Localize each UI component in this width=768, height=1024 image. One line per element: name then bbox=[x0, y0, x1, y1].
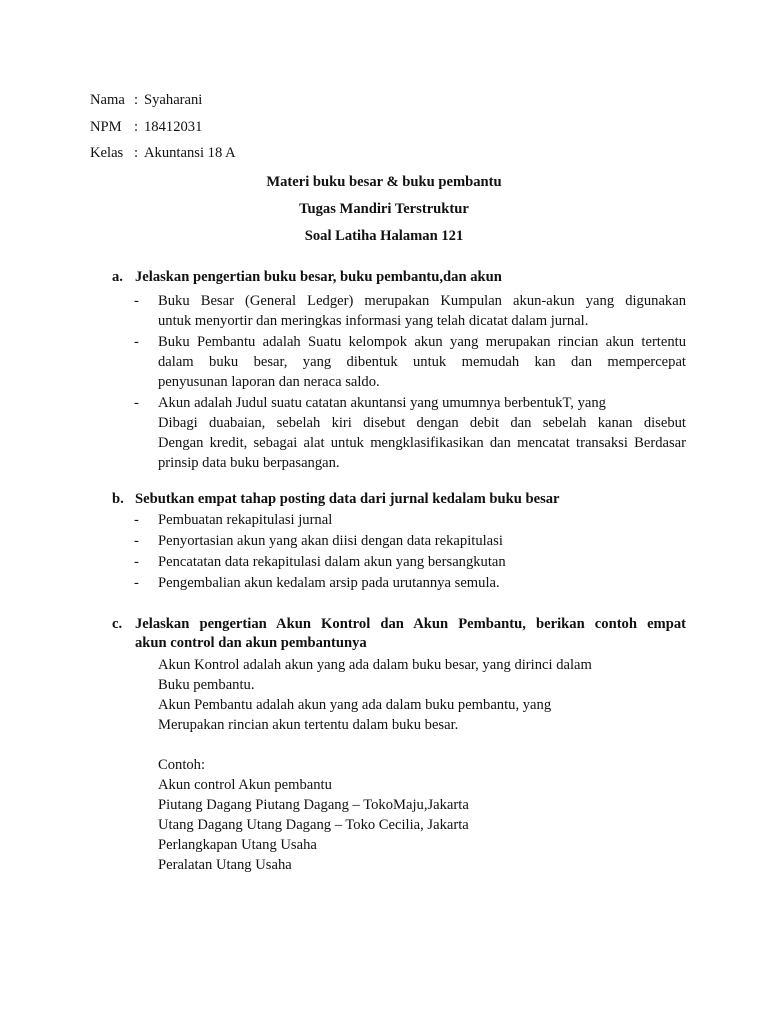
dash-marker: - bbox=[134, 395, 139, 411]
student-info bbox=[90, 90, 236, 170]
text-line: Perlangkapan Utang Usaha bbox=[158, 837, 317, 853]
text-line: Dibagi duabaian, sebelah kiri disebut dengan debit dan sebelah kanan disebut bbox=[158, 415, 686, 431]
text-line: Merupakan rincian akun tertentu dalam buku besar. bbox=[158, 717, 459, 733]
list-item bbox=[112, 291, 686, 331]
text-line: Buku Pembantu adalah Suatu kelompok akun yang merupakan rincian akun tertentu bbox=[158, 334, 686, 350]
dash-marker: - bbox=[134, 334, 139, 350]
info-value: Akuntansi 18 A bbox=[144, 145, 236, 161]
section-heading bbox=[112, 615, 686, 653]
section-letter: b. bbox=[112, 491, 124, 507]
list-item bbox=[112, 332, 686, 392]
dash-marker: - bbox=[134, 575, 139, 591]
text-line: Peralatan Utang Usaha bbox=[158, 857, 292, 873]
text-line: untuk menyortir dan meringkas informasi yang telah dicatat dalam jurnal. bbox=[158, 313, 589, 329]
text-line: Utang Dagang Utang Dagang – Toko Cecilia, Jakarta bbox=[158, 817, 469, 833]
list-item bbox=[112, 393, 686, 473]
text-line: Akun Kontrol adalah akun yang ada dalam buku besar, yang dirinci dalam bbox=[158, 657, 592, 673]
section-heading-text: Sebutkan empat tahap posting data dari jurnal kedalam buku besar bbox=[135, 491, 560, 507]
heading-line: Jelaskan pengertian Akun Kontrol dan Akun Pembantu, berikan contoh empat bbox=[135, 616, 686, 632]
section-c-body bbox=[112, 655, 686, 875]
info-row-class bbox=[90, 143, 236, 170]
text-line: Penyortasian akun yang akan diisi dengan data rekapitulasi bbox=[158, 533, 503, 549]
section-heading bbox=[112, 490, 686, 509]
section-letter: c. bbox=[112, 616, 123, 632]
title-line: Soal Latiha Halaman 121 bbox=[304, 228, 464, 244]
text-line: Piutang Dagang Piutang Dagang – TokoMaju,Jakarta bbox=[158, 797, 469, 813]
text-line: Pengembalian akun kedalam arsip pada urutannya semula. bbox=[158, 575, 500, 591]
dash-marker: - bbox=[134, 293, 139, 309]
text-line: Dengan kredit, sebagai alat untuk mengklasifikasikan dan mencatat transaksi Berdasar bbox=[158, 435, 686, 451]
info-separator: : bbox=[134, 118, 139, 135]
text-line: prinsip data buku berpasangan. bbox=[158, 455, 340, 471]
section-c bbox=[112, 615, 686, 875]
section-heading-text: Jelaskan pengertian buku besar, buku pembantu,dan akun bbox=[135, 269, 502, 285]
info-row-name bbox=[90, 90, 236, 117]
section-heading bbox=[112, 268, 686, 287]
text-line: Contoh: bbox=[158, 757, 206, 773]
dash-marker: - bbox=[134, 512, 139, 528]
text-line: Akun adalah Judul suatu catatan akuntansi yang umumnya berbentukT, yang bbox=[158, 395, 606, 411]
text-line: Pencatatan data rekapitulasi dalam akun yang bersangkutan bbox=[158, 554, 506, 570]
list-item bbox=[112, 510, 686, 530]
dash-marker: - bbox=[134, 533, 139, 549]
info-separator: : bbox=[134, 92, 139, 108]
title-line: Tugas Mandiri Terstruktur bbox=[299, 201, 469, 217]
list-item bbox=[112, 573, 686, 593]
section-b-list bbox=[112, 510, 686, 593]
section-letter: a. bbox=[112, 269, 123, 285]
text-line: Pembuatan rekapitulasi jurnal bbox=[158, 512, 333, 528]
dash-marker: - bbox=[134, 554, 139, 570]
title-line: Materi buku besar & buku pembantu bbox=[266, 174, 502, 190]
text-line: dalam buku besar, yang dibentuk untuk memudah kan dan mempercepat bbox=[158, 354, 686, 370]
text-line: Buku pembantu. bbox=[158, 677, 255, 693]
document-titles bbox=[0, 172, 768, 253]
text-line: Akun control Akun pembantu bbox=[158, 777, 332, 793]
info-row-npm bbox=[90, 117, 236, 144]
text-line: penyusunan laporan dan neraca saldo. bbox=[158, 374, 380, 390]
list-item bbox=[112, 531, 686, 551]
blank-line bbox=[158, 735, 686, 755]
info-value: Syaharani bbox=[144, 92, 203, 108]
info-value: 18412031 bbox=[144, 118, 203, 135]
text-line: Akun Pembantu adalah akun yang ada dalam buku pembantu, yang bbox=[158, 697, 552, 713]
heading-line: akun control dan akun pembantunya bbox=[135, 635, 367, 651]
section-a-list bbox=[112, 291, 686, 473]
info-separator: : bbox=[134, 145, 139, 161]
list-item bbox=[112, 552, 686, 572]
info-key: Kelas bbox=[90, 145, 124, 161]
section-a bbox=[112, 268, 686, 474]
text-line: Buku Besar (General Ledger) merupakan Kumpulan akun-akun yang digunakan bbox=[158, 293, 686, 309]
info-key: Nama bbox=[90, 92, 125, 108]
section-heading-text bbox=[135, 615, 686, 653]
section-b bbox=[112, 490, 686, 594]
info-key: NPM bbox=[90, 118, 122, 135]
